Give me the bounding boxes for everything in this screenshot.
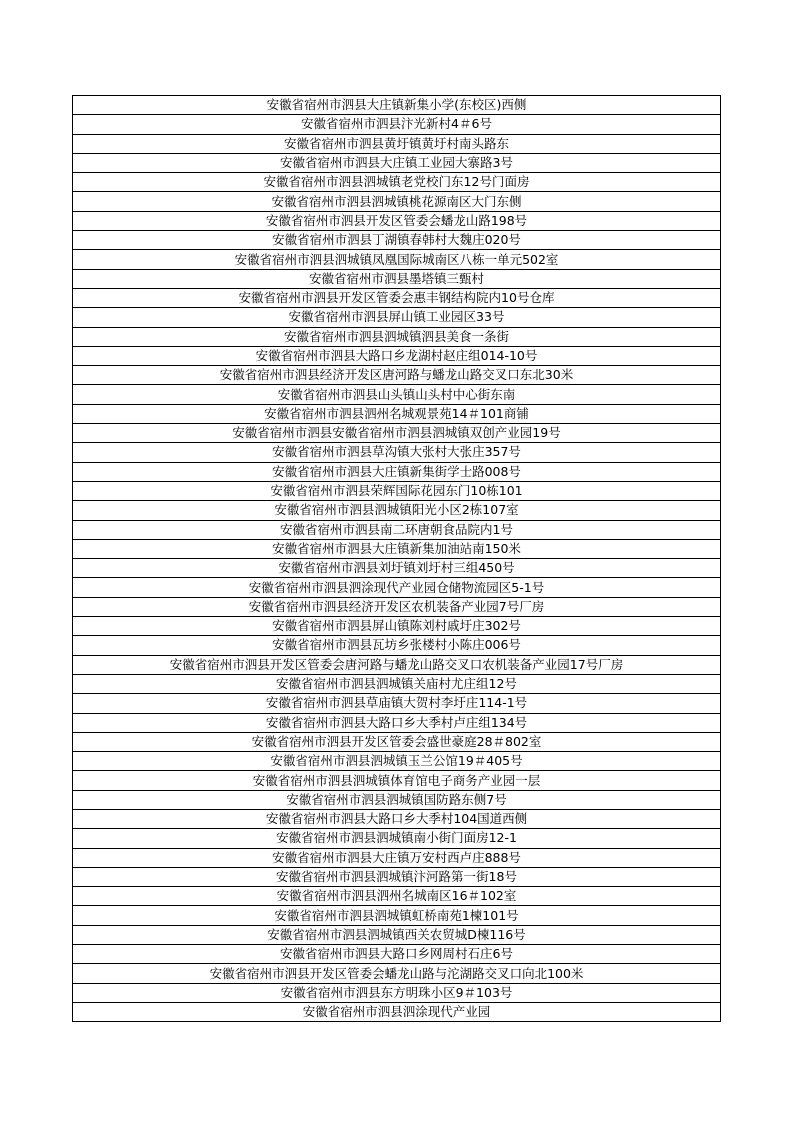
address-cell: 安徽省宿州市泗县瓦坊乡张楼村小陈庄006号 xyxy=(73,636,721,655)
address-cell: 安徽省宿州市泗县开发区管委会惠丰钢结构院内10号仓库 xyxy=(73,288,721,307)
table-row xyxy=(73,809,721,828)
table-row xyxy=(73,250,721,269)
table-row xyxy=(73,867,721,886)
table-row xyxy=(73,308,721,327)
table-row xyxy=(73,771,721,790)
address-cell: 安徽省宿州市泗县汴光新村4＃6号 xyxy=(73,115,721,134)
table-row xyxy=(73,424,721,443)
table-row xyxy=(73,983,721,1002)
table-row xyxy=(73,597,721,616)
table-row xyxy=(73,327,721,346)
address-cell: 安徽省宿州市泗县泗城镇泗县美食一条街 xyxy=(73,327,721,346)
table-row xyxy=(73,173,721,192)
address-cell: 安徽省宿州市泗县泗城镇汴河路第一街18号 xyxy=(73,867,721,886)
table-row xyxy=(73,269,721,288)
address-cell: 安徽省宿州市泗县开发区管委会盛世豪庭28＃802室 xyxy=(73,732,721,751)
address-cell: 安徽省宿州市泗县草沟镇大张村大张庄357号 xyxy=(73,443,721,462)
table-row xyxy=(73,153,721,172)
address-cell: 安徽省宿州市泗县安徽省宿州市泗县泗城镇双创产业园19号 xyxy=(73,424,721,443)
table-row xyxy=(73,346,721,365)
table-row xyxy=(73,211,721,230)
address-cell: 安徽省宿州市泗县开发区管委会蟠龙山路与沱湖路交叉口向北100米 xyxy=(73,964,721,983)
address-cell: 安徽省宿州市泗县泗涂现代产业园仓储物流园区5-1号 xyxy=(73,578,721,597)
address-cell: 安徽省宿州市泗县荣辉国际花园东门10栋101 xyxy=(73,481,721,500)
table-row xyxy=(73,539,721,558)
address-cell: 安徽省宿州市泗县开发区管委会蟠龙山路198号 xyxy=(73,211,721,230)
table-row xyxy=(73,617,721,636)
table-row xyxy=(73,481,721,500)
table-row xyxy=(73,366,721,385)
address-cell: 安徽省宿州市泗县经济开发区唐河路与蟠龙山路交叉口东北30米 xyxy=(73,366,721,385)
address-cell: 安徽省宿州市泗县大路口乡大季村卢庄组134号 xyxy=(73,713,721,732)
address-cell: 安徽省宿州市泗县大路口乡龙湖村赵庄组014-10号 xyxy=(73,346,721,365)
address-cell: 安徽省宿州市泗县南二环唐朝食品院内1号 xyxy=(73,520,721,539)
address-cell: 安徽省宿州市泗县泗城镇凤凰国际城南区八栋一单元502室 xyxy=(73,250,721,269)
address-cell: 安徽省宿州市泗县山头镇山头村中心街东南 xyxy=(73,385,721,404)
address-cell: 安徽省宿州市泗县泗涂现代产业园 xyxy=(73,1002,721,1021)
address-cell: 安徽省宿州市泗县屏山镇工业园区33号 xyxy=(73,308,721,327)
table-row xyxy=(73,115,721,134)
address-cell: 安徽省宿州市泗县草庙镇大贺村李圩庄114-1号 xyxy=(73,694,721,713)
table-row xyxy=(73,134,721,153)
address-cell: 安徽省宿州市泗县大庄镇新集加油站南150米 xyxy=(73,539,721,558)
table-row xyxy=(73,501,721,520)
table-row xyxy=(73,385,721,404)
address-table xyxy=(72,95,721,1022)
table-row xyxy=(73,655,721,674)
address-cell: 安徽省宿州市泗县泗城镇国防路东侧7号 xyxy=(73,790,721,809)
address-cell: 安徽省宿州市泗县大庄镇工业园大寨路3号 xyxy=(73,153,721,172)
table-row xyxy=(73,192,721,211)
address-cell: 安徽省宿州市泗县泗城镇桃花源南区大门东侧 xyxy=(73,192,721,211)
table-row xyxy=(73,404,721,423)
table-row xyxy=(73,925,721,944)
address-cell: 安徽省宿州市泗县大路口乡大季村104国道西侧 xyxy=(73,809,721,828)
table-row xyxy=(73,674,721,693)
address-cell: 安徽省宿州市泗县黄圩镇黄圩村南头路东 xyxy=(73,134,721,153)
table-row xyxy=(73,790,721,809)
table-row xyxy=(73,231,721,250)
address-cell: 安徽省宿州市泗县泗城镇南小街门面房12-1 xyxy=(73,829,721,848)
address-cell: 安徽省宿州市泗县东方明珠小区9＃103号 xyxy=(73,983,721,1002)
table-row xyxy=(73,887,721,906)
address-cell: 安徽省宿州市泗县泗城镇关庙村尤庄组12号 xyxy=(73,674,721,693)
table-row xyxy=(73,964,721,983)
table-row xyxy=(73,462,721,481)
address-cell: 安徽省宿州市泗县泗城镇虹桥南苑1楝101号 xyxy=(73,906,721,925)
address-cell: 安徽省宿州市泗县大庄镇万安村西卢庄888号 xyxy=(73,848,721,867)
address-cell: 安徽省宿州市泗县泗城镇阳光小区2栋107室 xyxy=(73,501,721,520)
table-row xyxy=(73,713,721,732)
table-row xyxy=(73,732,721,751)
address-cell: 安徽省宿州市泗县泗城镇老党校门东12号门面房 xyxy=(73,173,721,192)
address-cell: 安徽省宿州市泗县丁湖镇春韩村大魏庄020号 xyxy=(73,231,721,250)
address-cell: 安徽省宿州市泗县泗城镇玉兰公馆19＃405号 xyxy=(73,752,721,771)
table-row xyxy=(73,288,721,307)
address-cell: 安徽省宿州市泗县大庄镇新集街学士路008号 xyxy=(73,462,721,481)
table-row xyxy=(73,96,721,115)
table-row xyxy=(73,945,721,964)
address-cell: 安徽省宿州市泗县刘圩镇刘圩村三组450号 xyxy=(73,559,721,578)
table-row xyxy=(73,443,721,462)
table-row xyxy=(73,752,721,771)
table-row xyxy=(73,578,721,597)
address-cell: 安徽省宿州市泗县泗城镇西关农贸城D楝116号 xyxy=(73,925,721,944)
table-row xyxy=(73,906,721,925)
address-cell: 安徽省宿州市泗县大路口乡网周村石庄6号 xyxy=(73,945,721,964)
address-cell: 安徽省宿州市泗县泗州名城观景苑14＃101商铺 xyxy=(73,404,721,423)
table-row xyxy=(73,848,721,867)
table-row xyxy=(73,559,721,578)
table-row xyxy=(73,520,721,539)
address-cell: 安徽省宿州市泗县经济开发区农机装备产业园7号厂房 xyxy=(73,597,721,616)
table-row xyxy=(73,1002,721,1021)
address-cell: 安徽省宿州市泗县泗州名城南区16＃102室 xyxy=(73,887,721,906)
address-cell: 安徽省宿州市泗县墨塔镇三甄村 xyxy=(73,269,721,288)
address-cell: 安徽省宿州市泗县开发区管委会唐河路与蟠龙山路交叉口农机装备产业园17号厂房 xyxy=(73,655,721,674)
address-table-body xyxy=(73,96,721,1022)
address-cell: 安徽省宿州市泗县屏山镇陈刘村戚圩庄302号 xyxy=(73,617,721,636)
table-row xyxy=(73,636,721,655)
table-row xyxy=(73,694,721,713)
address-cell: 安徽省宿州市泗县泗城镇体育馆电子商务产业园一层 xyxy=(73,771,721,790)
table-row xyxy=(73,829,721,848)
address-cell: 安徽省宿州市泗县大庄镇新集小学(东校区)西侧 xyxy=(73,96,721,115)
